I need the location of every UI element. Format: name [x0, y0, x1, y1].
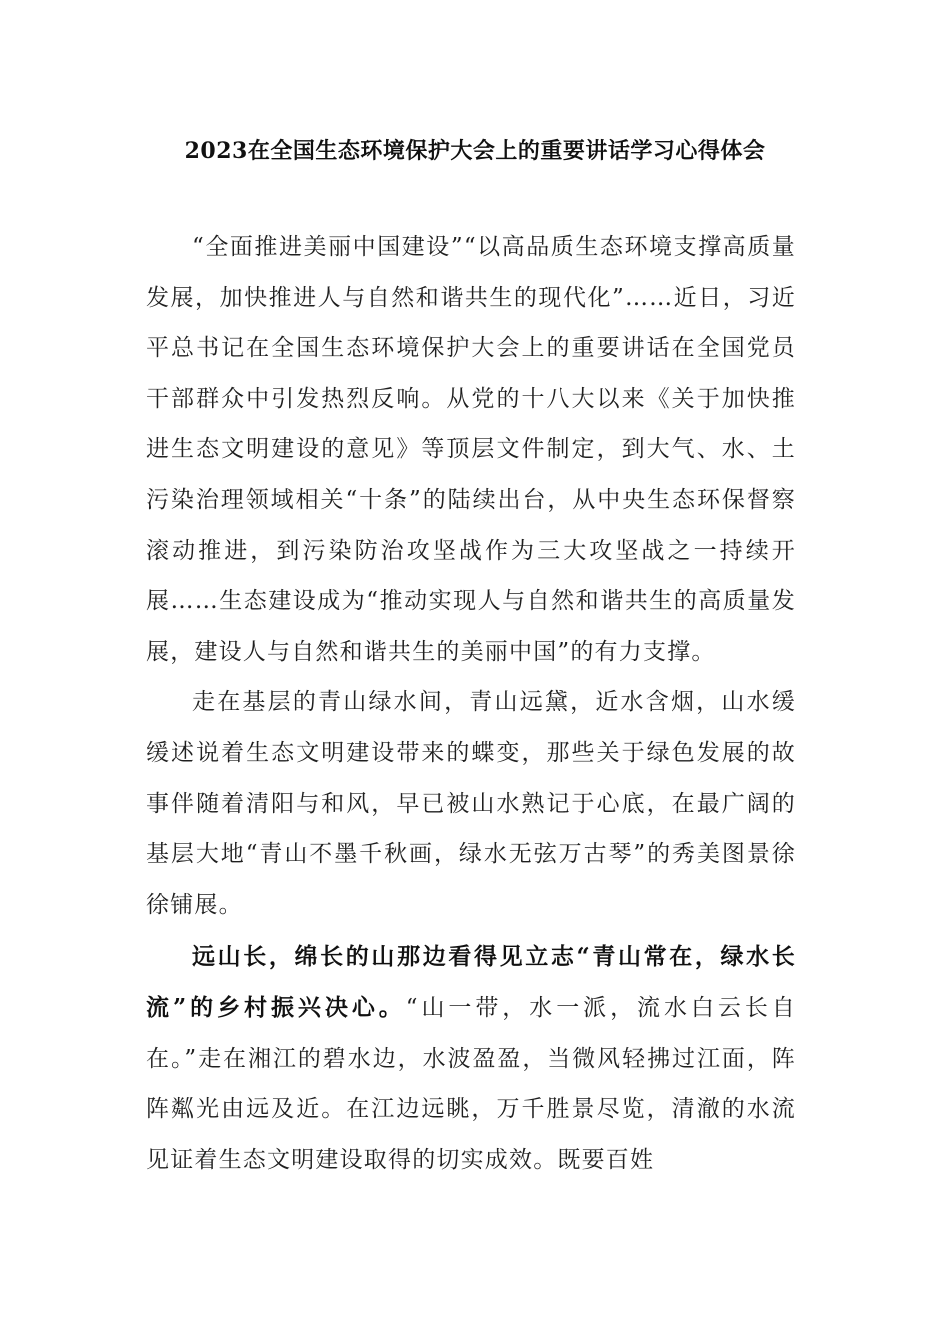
- paragraph-2: [146, 677, 796, 930]
- paragraph-3-text: “山一带，水一派，流水白云长自在。”走在湘江的碧水边，水波盈盈，当微风轻拂过江面，阵阵粼光由远及近。在江边远眺，万千胜景尽览，清澈的水流见证着生态文明建设取得的切实成效。既要百姓: [146, 994, 796, 1173]
- paragraph-3-lead: 远山长，绵长的山那边看得见立志“青山常在，绿水长流”的乡村振兴决心。: [146, 943, 796, 1021]
- document-body: [146, 222, 796, 1185]
- document-title: 2023在全国生态环境保护大会上的重要讲话学习心得体会: [184, 138, 766, 164]
- paragraph-3: [146, 932, 796, 1185]
- paragraph-1-text: “全面推进美丽中国建设”“以高品质生态环境支撑高质量发展，加快推进人与自然和谐共生的现代化”……近日，习近平总书记在全国生态环境保护大会上的重要讲话在全国党员干部群众中引发热烈反响。从党的十八大以来《关于加快推进生态文明建设的意见》等顶层文件制定，到大气、水、土污染治理领域相关“十条”的陆续出台，从中央生态环保督察滚动推进，到污染防治攻坚战作为三大攻坚战之一持续开展……生态建设成为“推动实现人与自然和谐共生的高质量发展，建设人与自然和谐共生的美丽中国”的有力支撑。: [146, 234, 796, 665]
- paragraph-2-text: 走在基层的青山绿水间，青山远黛，近水含烟，山水缓缓述说着生态文明建设带来的蝶变，那些关于绿色发展的故事伴随着清阳与和风，早已被山水熟记于心底，在最广阔的基层大地“青山不墨千秋画，绿水无弦万古琴”的秀美图景徐徐铺展。: [146, 689, 796, 918]
- paragraph-1: [146, 222, 796, 677]
